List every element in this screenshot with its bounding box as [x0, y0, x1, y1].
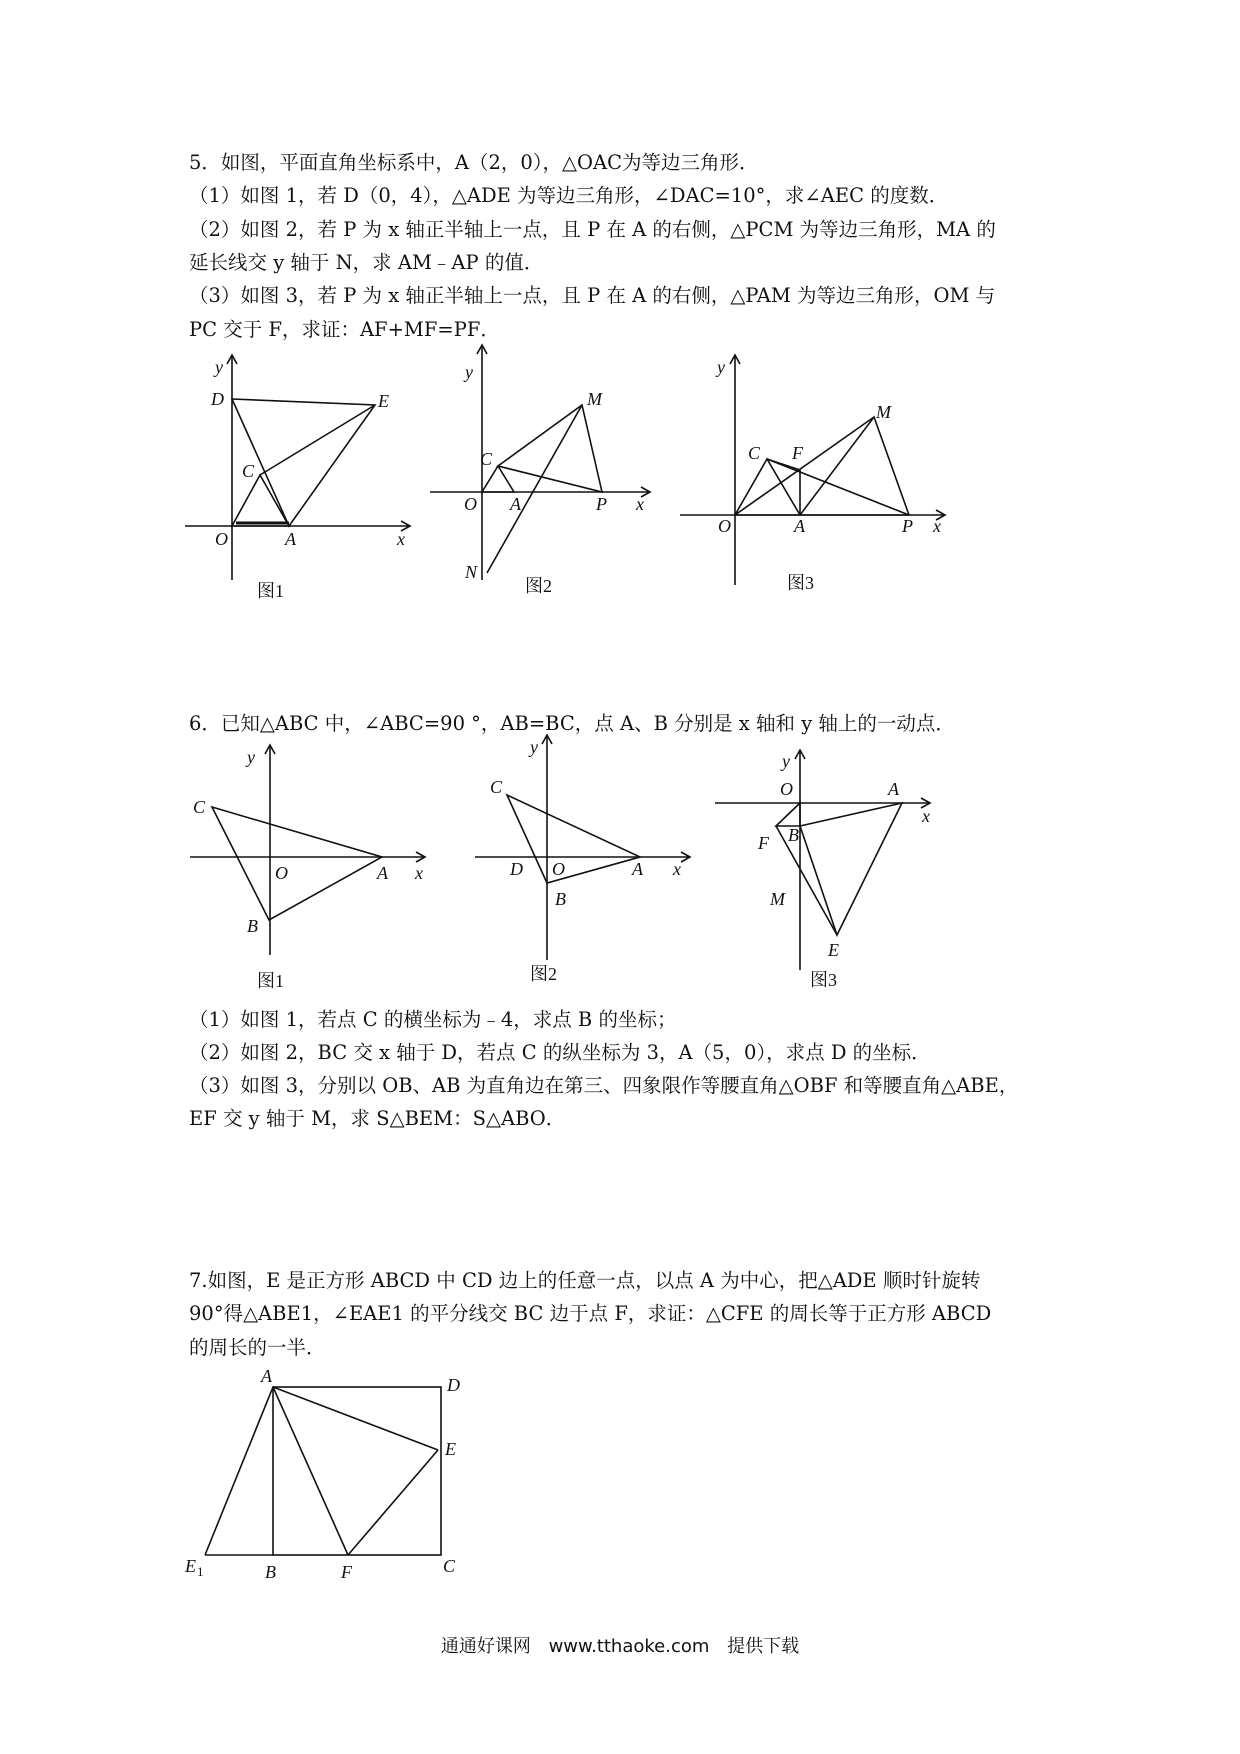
svg-text:P: P [902, 516, 913, 536]
footer [0, 1632, 1240, 1658]
svg-text:x: x [933, 516, 941, 536]
svg-text:E: E [185, 1556, 196, 1576]
svg-text:M: M [770, 889, 785, 909]
svg-text:E: E [378, 391, 389, 411]
svg-text:y: y [215, 357, 223, 377]
q5-title: 5．如图，平面直角坐标系中，A（2，0），△OAC为等边三角形． [189, 151, 759, 174]
q6-figure-1 [185, 745, 435, 1000]
svg-text:O: O [215, 529, 228, 549]
q7-line2: 90°得△ABE1，∠EAE1 的平分线交 BC 边于点 F，求证：△CFE 的周长等于正方形 ABCD [189, 1302, 992, 1325]
svg-text:M: M [876, 402, 891, 422]
q5-part3-line1: （3）如图 3，若 P 为 x 轴正半轴上一点，且 P 在 A 的右侧，△PAM 为等边三角形，OM 与 [189, 284, 996, 307]
footer-url[interactable]: www.tthaoke.com [548, 1636, 710, 1657]
svg-text:C: C [490, 777, 503, 797]
svg-text:B: B [788, 825, 799, 845]
q6-figure-2 [470, 735, 700, 995]
svg-text:A: A [794, 516, 805, 536]
svg-text:F: F [341, 1562, 352, 1582]
svg-text:A: A [377, 863, 388, 883]
svg-text:O: O [552, 859, 565, 879]
svg-text:E: E [828, 940, 839, 960]
svg-text:F: F [758, 833, 769, 853]
q6-part2: （2）如图 2，BC 交 x 轴于 D，若点 C 的纵坐标为 3，A（5，0），求点 D 的坐标． [189, 1041, 931, 1064]
q6-fig1-caption: 图1 [257, 971, 284, 991]
svg-text:y: y [465, 362, 473, 382]
svg-text:y: y [782, 751, 790, 771]
q5-figure-2 [430, 345, 660, 610]
q6-fig3-caption: 图3 [810, 970, 837, 990]
q5-part2-line2: 延长线交 y 轴于 N，求 AM﹣AP 的值． [189, 251, 544, 274]
svg-text:B: B [265, 1562, 276, 1582]
q7-figure [185, 1366, 465, 1590]
q6-part3-line1: （3）如图 3，分别以 OB、AB 为直角边在第三、四象限作等腰直角△OBF 和等腰直角△ABE， [189, 1074, 1019, 1097]
svg-text:O: O [275, 863, 288, 883]
q6-title: 6．已知△ABC 中，∠ABC=90 °，AB=BC，点 A、B 分别是 x 轴和 y 轴上的一动点． [189, 712, 955, 735]
q5-fig1-caption: 图1 [257, 581, 284, 601]
svg-text:F: F [792, 443, 803, 463]
svg-text:1: 1 [197, 1564, 204, 1579]
q6-part1: （1）如图 1，若点 C 的横坐标为﹣4，求点 B 的坐标； [189, 1008, 677, 1031]
svg-text:C: C [193, 797, 206, 817]
svg-text:O: O [718, 516, 731, 536]
footer-suffix: 提供下载 [727, 1636, 800, 1657]
svg-text:O: O [780, 779, 793, 799]
svg-text:D: D [510, 859, 523, 879]
q6-fig2-caption: 图2 [530, 964, 557, 984]
q5-fig2-caption: 图2 [525, 576, 552, 596]
svg-text:A: A [888, 779, 899, 799]
q6-part3-line2: EF 交 y 轴于 M，求 S△BEM：S△ABO． [189, 1107, 566, 1130]
svg-text:B: B [247, 916, 258, 936]
q5-part2-line1: （2）如图 2，若 P 为 x 轴正半轴上一点，且 P 在 A 的右侧，△PCM 为等边三角形，MA 的 [189, 218, 996, 241]
svg-text:E: E [445, 1439, 456, 1459]
svg-text:A: A [510, 494, 521, 514]
svg-text:B: B [555, 889, 566, 909]
svg-text:A: A [261, 1366, 272, 1386]
footer-site-name: 通通好课网 [440, 1636, 531, 1657]
svg-text:D: D [211, 389, 224, 409]
svg-text:C: C [480, 449, 493, 469]
svg-text:C: C [242, 461, 255, 481]
svg-text:M: M [587, 389, 602, 409]
q7-line3: 的周长的一半． [189, 1336, 326, 1359]
svg-text:P: P [596, 494, 607, 514]
svg-text:x: x [922, 806, 930, 826]
svg-text:x: x [397, 529, 405, 549]
svg-text:C: C [443, 1556, 456, 1576]
svg-text:x: x [415, 863, 423, 883]
q5-fig3-caption: 图3 [787, 573, 814, 593]
q7-line1: 7.如图，E 是正方形 ABCD 中 CD 边上的任意一点，以点 A 为中心，把△ADE 顺时针旋转 [189, 1269, 981, 1292]
svg-text:N: N [465, 562, 478, 582]
svg-text:A: A [285, 529, 296, 549]
q6-figure-3 [700, 750, 940, 1000]
svg-text:x: x [673, 859, 681, 879]
svg-text:C: C [748, 443, 761, 463]
q5-figure-3 [680, 355, 950, 605]
svg-text:A: A [632, 859, 643, 879]
q5-part1: （1）如图 1，若 D（0，4），△ADE 为等边三角形，∠DAC=10°，求∠AEC 的度数． [189, 184, 949, 207]
svg-text:y: y [530, 737, 538, 757]
svg-text:x: x [636, 494, 644, 514]
svg-text:y: y [717, 357, 725, 377]
q5-part3-line2: PC 交于 F，求证：AF+MF=PF． [189, 318, 500, 341]
svg-text:y: y [247, 747, 255, 767]
q5-figure-1 [185, 355, 425, 610]
svg-text:O: O [464, 494, 477, 514]
svg-text:D: D [447, 1375, 460, 1395]
